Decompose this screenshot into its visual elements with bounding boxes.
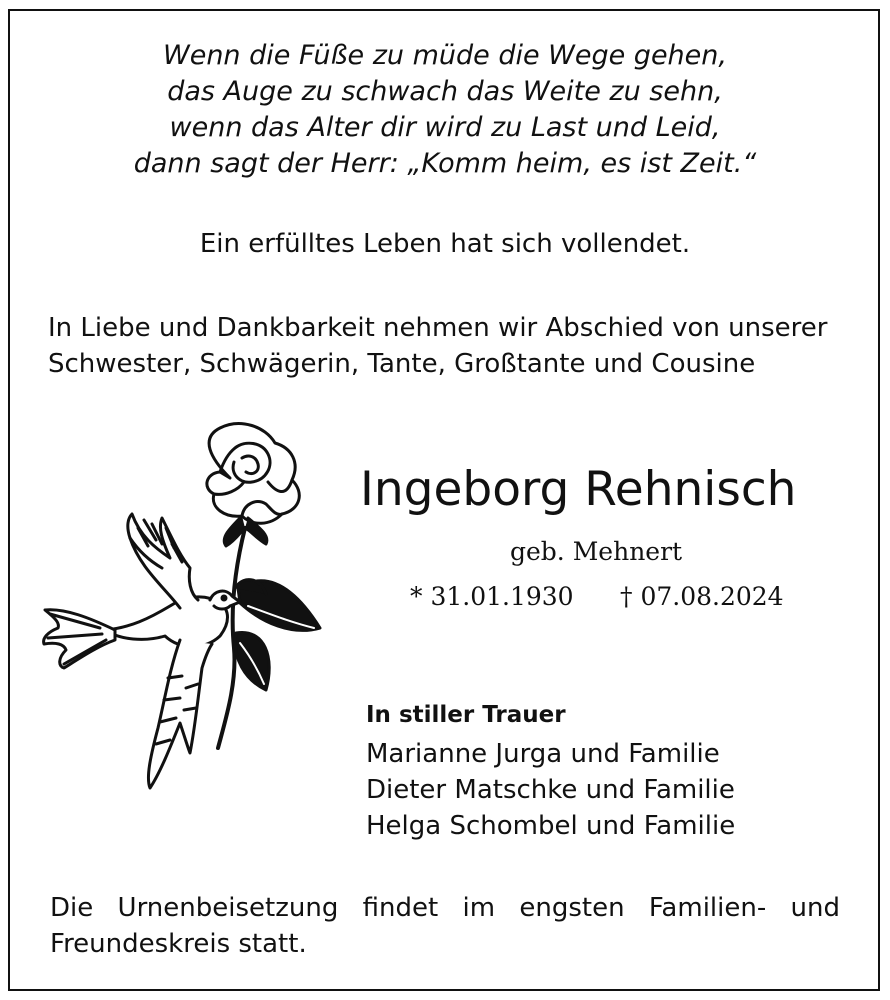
dove-with-rose-icon	[30, 418, 340, 798]
life-statement: Ein erfülltes Leben hat sich vollendet.	[199, 229, 691, 259]
death-date: † 07.08.2024	[620, 582, 784, 611]
deceased-name: Ingeborg Rehnisch	[360, 462, 797, 517]
farewell-intro	[48, 310, 848, 382]
mourner-family: Helga Schombel und Familie	[366, 811, 736, 841]
poem-line: dann sagt der Herr: „Komm heim, es ist Zeit.“	[133, 148, 757, 179]
birth-date: * 31.01.1930	[410, 582, 574, 611]
mourner-family: Marianne Jurga und Familie	[366, 739, 720, 769]
mourners-block	[366, 700, 846, 844]
burial-notice: Die Urnenbeisetzung findet im engsten Familien- und Freundeskreis statt.	[50, 893, 840, 959]
life-dates	[410, 581, 830, 613]
farewell-intro-line: Schwester, Schwägerin, Tante, Großtante und Cousine	[48, 349, 756, 379]
mourner-family: Dieter Matschke und Familie	[366, 775, 735, 805]
mourners-heading: In stiller Trauer	[366, 702, 566, 728]
poem-line: Wenn die Füße zu müde die Wege gehen,	[163, 40, 727, 71]
farewell-intro-line: In Liebe und Dankbarkeit nehmen wir Abschied von unserer	[48, 313, 828, 343]
birth-name: geb. Mehnert	[510, 537, 683, 566]
poem	[0, 38, 890, 182]
poem-line: wenn das Alter dir wird zu Last und Leid,	[169, 112, 721, 143]
poem-line: das Auge zu schwach das Weite zu sehn,	[167, 76, 723, 107]
